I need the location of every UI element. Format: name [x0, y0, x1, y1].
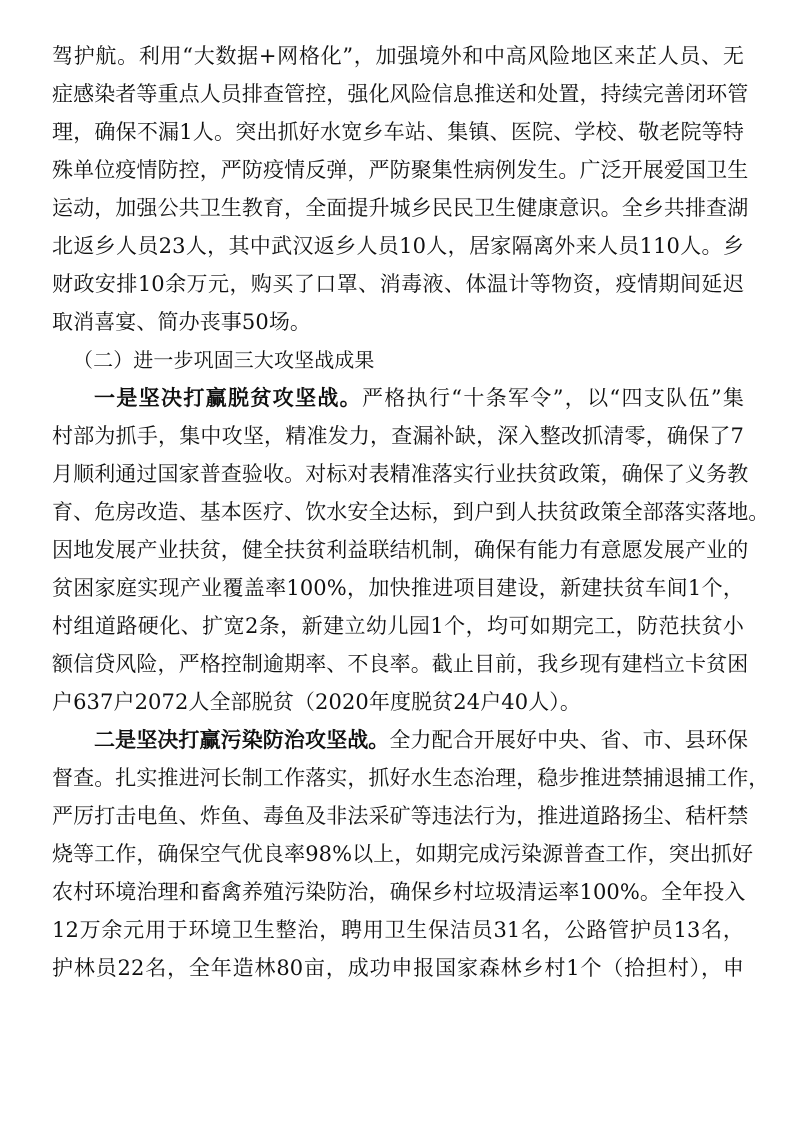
text-line: 户637户2072人全部脱贫（2020年度脱贫24户40人）。 [52, 690, 582, 714]
text-line: 育、危房改造、基本医疗、饮水安全达标，到户到人扶贫政策全部落实落地。 [52, 500, 770, 524]
text-line [52, 721, 749, 759]
text-line: 月顺利通过国家普查验收。对标对表精准落实行业扶贫政策，确保了义务教 [52, 462, 749, 486]
document-page [52, 37, 770, 987]
paragraph-lead: 二是坚决打赢污染防治攻坚战。 [94, 727, 390, 752]
text-line: 症感染者等重点人员排查管控，强化风险信息推送和处置，持续完善闭环管 [52, 82, 749, 106]
text-line: 烧等工作，确保空气优良率98%以上，如期完成污染源普查工作，突出抓好 [52, 842, 754, 866]
paragraph-pollution-control [52, 721, 770, 987]
text-line: 严厉打击电鱼、炸鱼、毒鱼及非法采矿等违法行为，推进道路扬尘、秸杆禁 [52, 804, 749, 828]
section-heading: （二）进一步巩固三大攻坚战成果 [73, 348, 375, 372]
text-line: 村组道路硬化、扩宽2条，新建立幼儿园1个，均可如期完工，防范扶贫小 [52, 614, 744, 638]
paragraph-lead: 一是坚决打赢脱贫攻坚战。 [94, 385, 362, 410]
paragraph-poverty-alleviation [52, 379, 770, 721]
text-line: 驾护航。利用“大数据+网格化”，加强境外和中高风险地区来芷人员、无 [52, 44, 744, 68]
paragraph-covid-control [52, 37, 749, 341]
text-line: 运动，加强公共卫生教育，全面提升城乡民民卫生健康意识。全乡共排查湖 [52, 196, 749, 220]
text-line: 理，确保不漏1人。突出抓好水宽乡车站、集镇、医院、学校、敬老院等特 [52, 120, 744, 144]
text-line: 额信贷风险，严格控制逾期率、不良率。截止目前，我乡现有建档立卡贫困 [52, 652, 749, 676]
text-line: 12万余元用于环境卫生整治，聘用卫生保洁员31名，公路管护员13名， [52, 918, 744, 942]
text-line: 村部为抓手，集中攻坚，精准发力，查漏补缺，深入整改抓清零，确保了7 [52, 424, 744, 448]
text-line: 北返乡人员23人，其中武汉返乡人员10人，居家隔离外来人员110人。乡 [52, 234, 744, 258]
text-line: 财政安排10余万元，购买了口罩、消毒液、体温计等物资，疫情期间延迟 [52, 272, 744, 296]
paragraph-text: 严格执行“十条军令”，以“四支队伍”集 [361, 386, 744, 410]
paragraph-text: 全力配合开展好中央、省、市、县环保 [389, 728, 749, 752]
text-line: 取消喜宴、简办丧事50场。 [52, 310, 312, 334]
text-line: 农村环境治理和畜禽养殖污染防治，确保乡村垃圾清运率100%。全年投入 [52, 880, 746, 904]
text-line: 殊单位疫情防控，严防疫情反弹，严防聚集性病例发生。广泛开展爱国卫生 [52, 158, 749, 182]
text-line [52, 379, 744, 417]
text-line: 督查。扎实推进河长制工作落实，抓好水生态治理，稳步推进禁捕退捕工作， [52, 766, 770, 790]
text-line: 因地发展产业扶贫，健全扶贫利益联结机制，确保有能力有意愿发展产业的 [52, 538, 749, 562]
text-line: 护林员22名，全年造林80亩，成功申报国家森林乡村1个（拾担村），申 [52, 956, 744, 980]
text-line: 贫困家庭实现产业覆盖率100%，加快推进项目建设，新建扶贫车间1个， [52, 576, 744, 600]
